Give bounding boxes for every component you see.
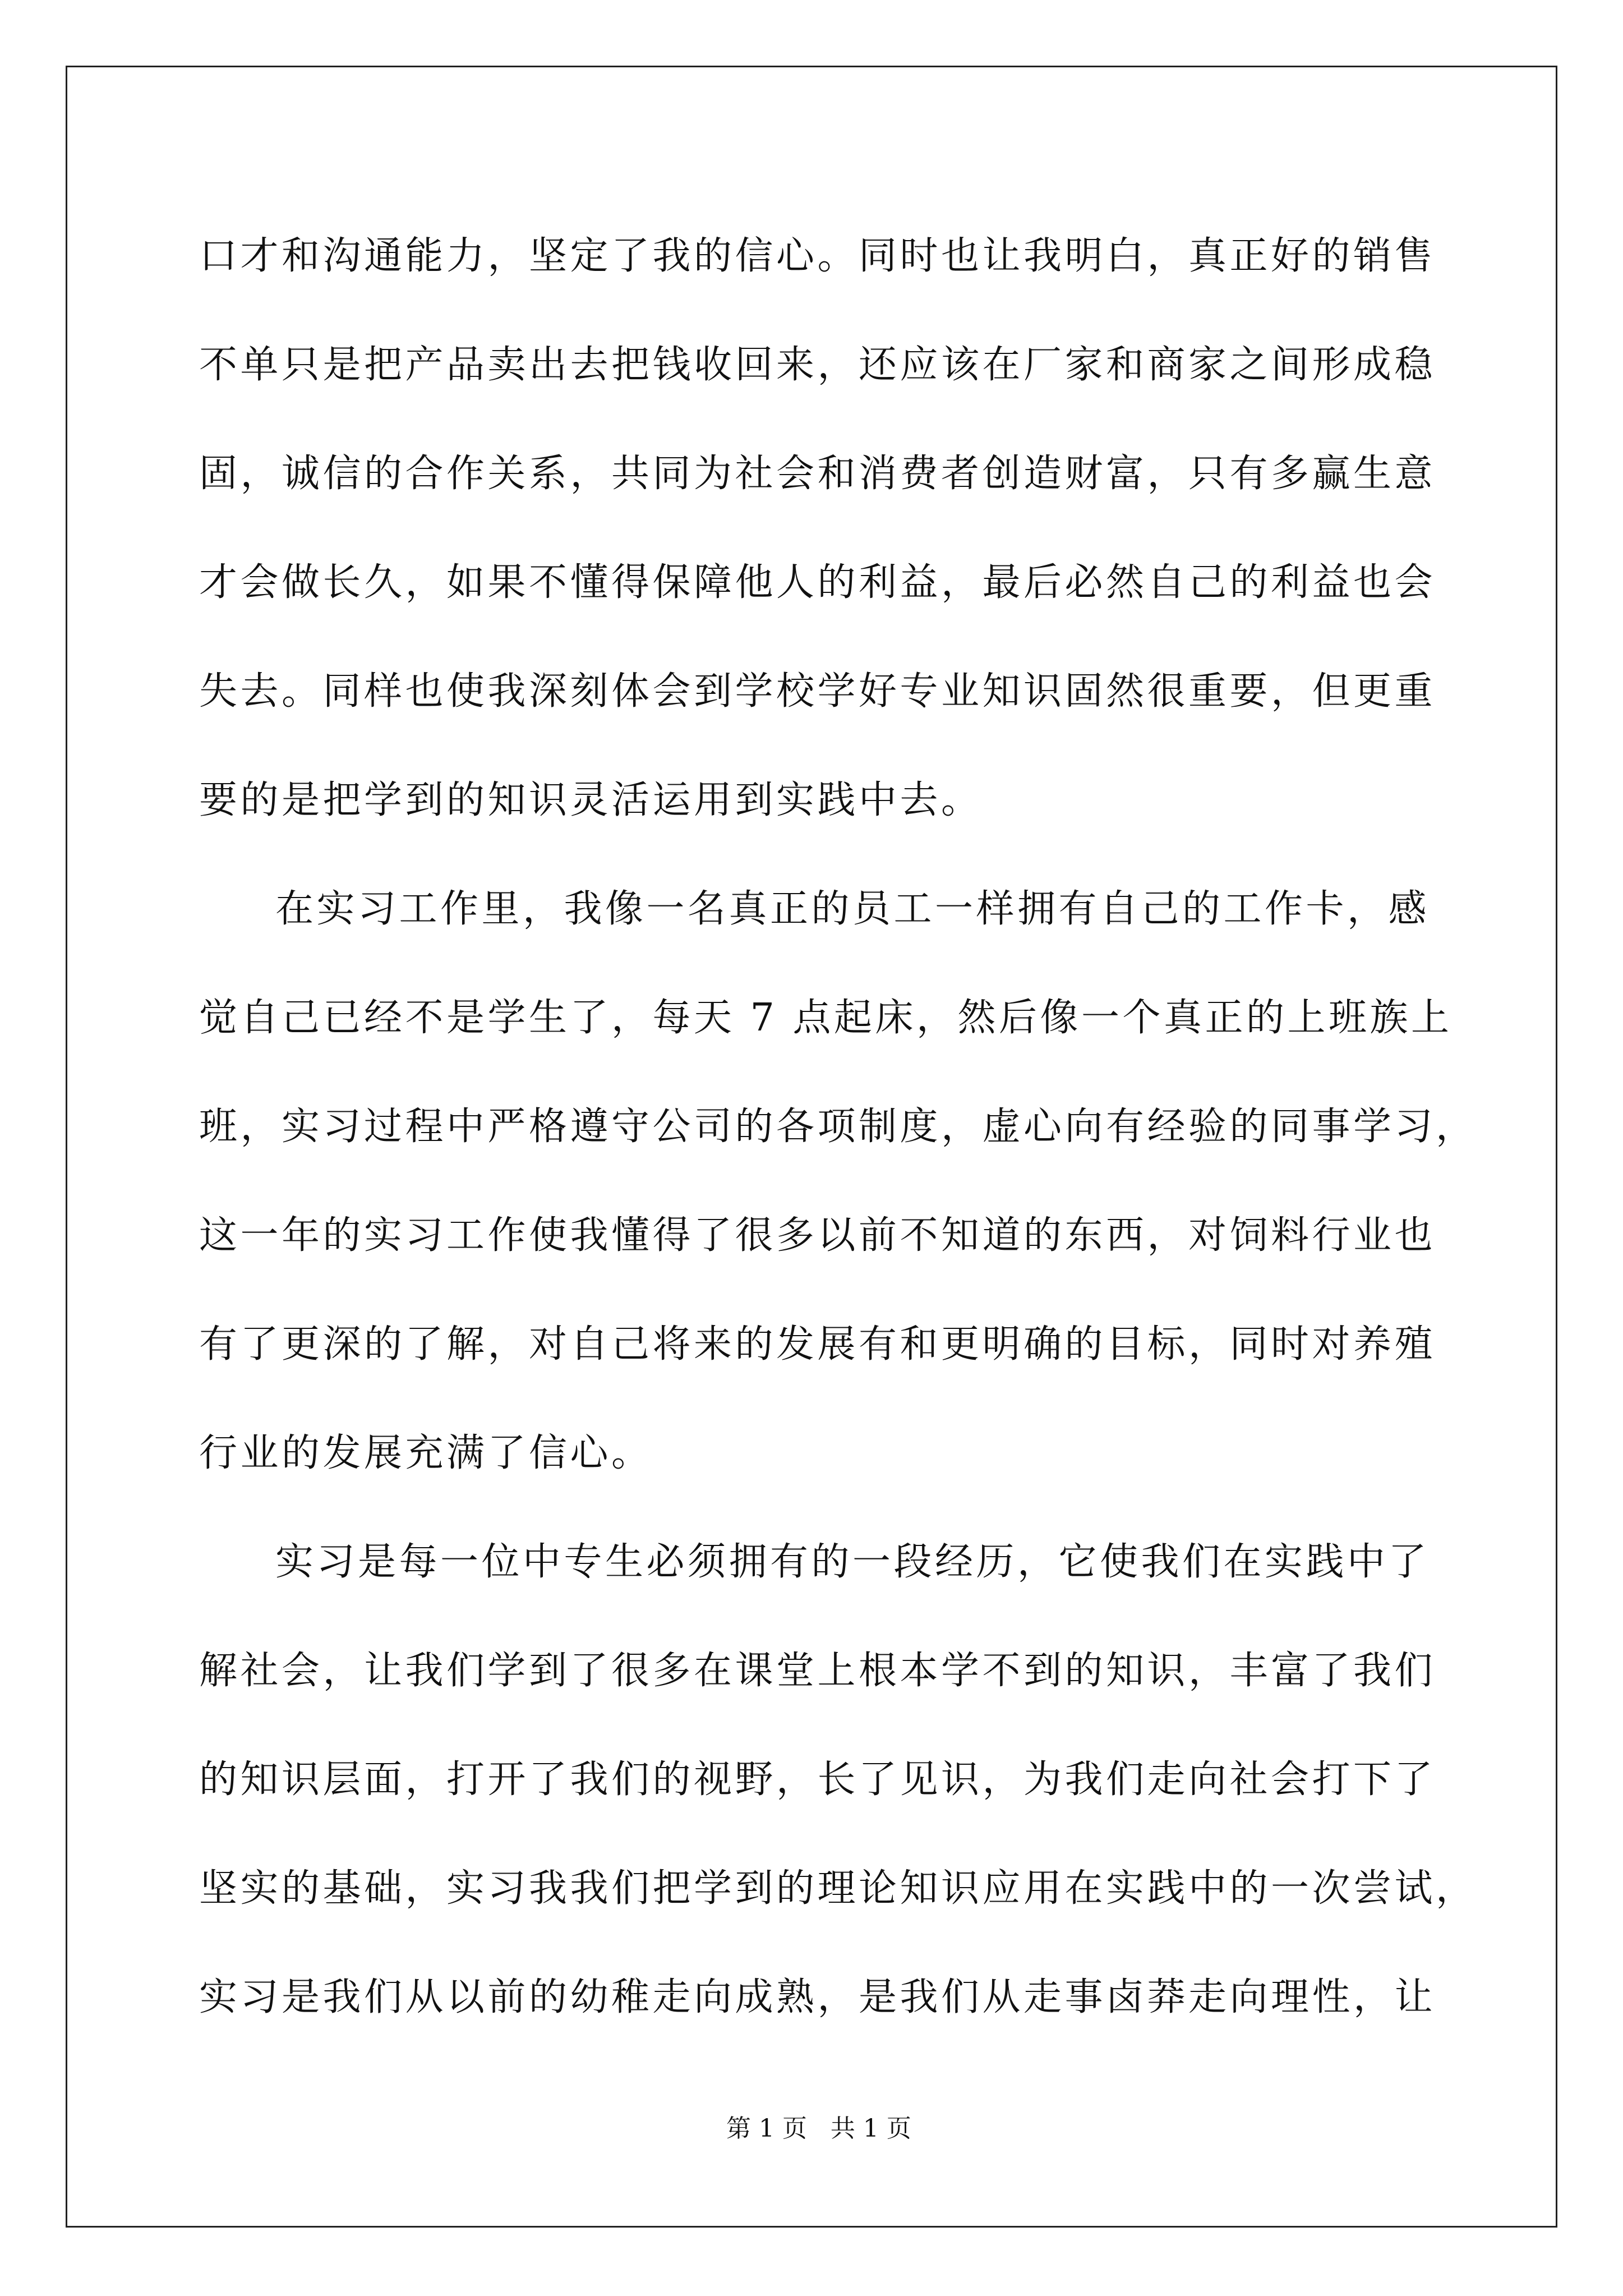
text-line: 不单只是把产品卖出去把钱收回来，还应该在厂家和商家之间形成稳 xyxy=(199,343,1436,387)
text-line: 觉自己已经不是学生了，每天 7 点起床，然后像一个真正的上班族上 xyxy=(199,996,1453,1040)
text-line: 口才和沟通能力，坚定了我的信心。同时也让我明白，真正好的销售 xyxy=(199,234,1436,278)
text-line: 的知识层面，打开了我们的视野，长了见识，为我们走向社会打下了 xyxy=(199,1757,1436,1802)
text-line: 固，诚信的合作关系，共同为社会和消费者创造财富，只有多赢生意 xyxy=(199,452,1436,496)
text-line: 失去。同样也使我深刻体会到学校学好专业知识固然很重要，但更重 xyxy=(199,669,1436,714)
text-line: 这一年的实习工作使我懂得了很多以前不知道的东西，对饲料行业也 xyxy=(199,1213,1436,1258)
text-line: 实习是我们从以前的幼稚走向成熟，是我们从走事卤莽走向理性，让 xyxy=(199,1975,1436,2019)
text-line: 班，实习过程中严格遵守公司的各项制度，虚心向有经验的同事学习， xyxy=(199,1105,1477,1149)
text-line: 有了更深的了解，对自己将来的发展有和更明确的目标，同时对养殖 xyxy=(199,1322,1436,1366)
text-line: 才会做长久，如果不懂得保障他人的利益，最后必然自己的利益也会 xyxy=(199,560,1436,605)
document-body xyxy=(199,202,1477,2052)
paragraph-first-line: 实习是每一位中专生必须拥有的一段经历，它使我们在实践中了 xyxy=(275,1540,1430,1584)
text-line: 解社会，让我们学到了很多在课堂上根本学不到的知识，丰富了我们 xyxy=(199,1649,1436,1693)
text-line: 要的是把学到的知识灵活运用到实践中去。 xyxy=(199,778,983,822)
text-line: 行业的发展充满了信心。 xyxy=(199,1431,653,1475)
page-number: 第 1 页 共 1 页 xyxy=(726,2114,911,2143)
text-line: 坚实的基础，实习我我们把学到的理论知识应用在实践中的一次尝试， xyxy=(199,1866,1477,1911)
paragraph-first-line: 在实习工作里，我像一名真正的员工一样拥有自己的工作卡，感 xyxy=(275,887,1430,931)
